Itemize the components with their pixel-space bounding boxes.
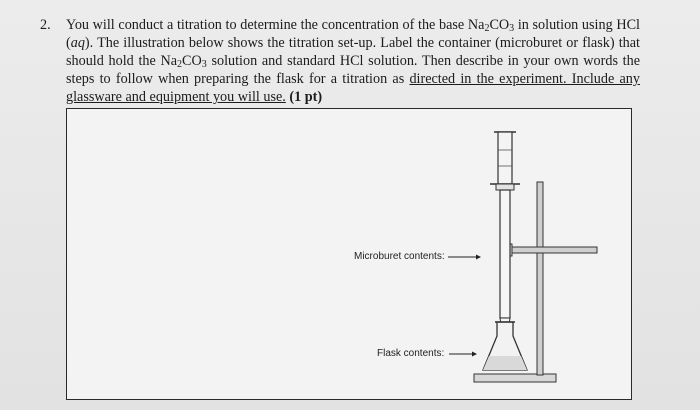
microburet-contents-label: Microburet contents:	[354, 251, 445, 262]
burette-clamp	[505, 247, 597, 253]
stand-rod	[537, 182, 543, 375]
question-number: 2.	[40, 17, 51, 33]
microburet	[490, 132, 520, 336]
flask-contents-label: Flask contents:	[377, 348, 445, 359]
point-value: (1 pt)	[289, 89, 323, 105]
question-text: You will conduct a titration to determine the concentration of the base $Na_2CO_3$ in solution using HCl (aq). The illustration below shows the titration set-up. Label the container (microburet or flask) that should hold the $Na_2CO_3$ solution and standard HCl solution. Then describe in your own words the steps to follow when preparing the flask for a titration as directed in the experiment. Include any glassware and equipment you will use. (1 pt)	[66, 17, 641, 105]
stand-base	[474, 374, 556, 382]
erlenmeyer-flask	[483, 322, 527, 370]
